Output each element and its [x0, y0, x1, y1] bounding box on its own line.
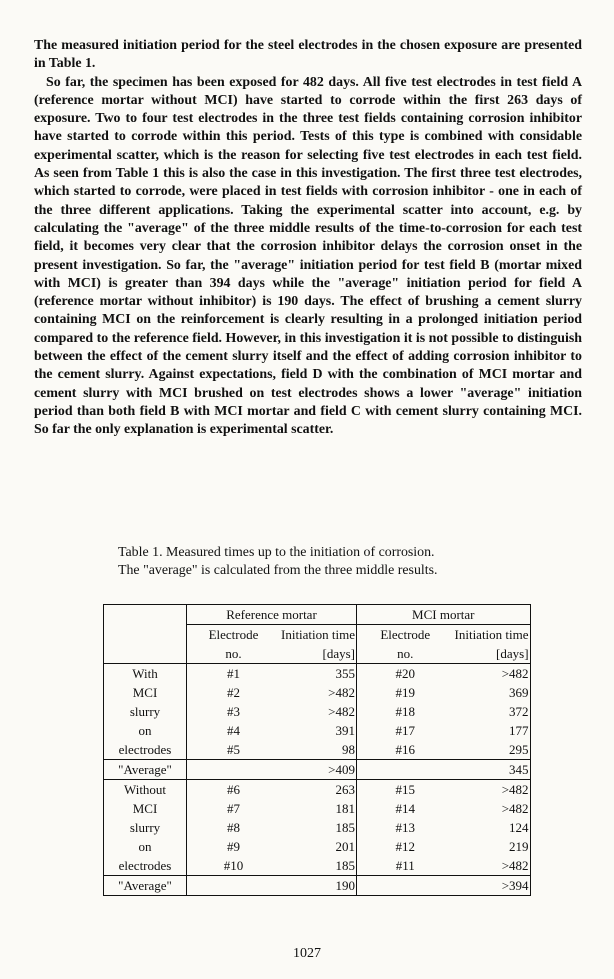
row-label: electrodes	[104, 740, 187, 760]
average-row	[104, 760, 531, 780]
ref-initiation-days: 355	[280, 664, 357, 684]
mci-initiation-days: >482	[501, 666, 529, 681]
table-row	[104, 780, 531, 800]
mci-electrode-no: #20	[395, 666, 416, 681]
row-label: MCI	[104, 799, 187, 818]
average-row	[104, 876, 531, 896]
mci-electrode-no: #13	[395, 820, 416, 835]
row-label: MCI	[104, 683, 187, 702]
ref-initiation-days: 391	[280, 721, 357, 740]
mci-initiation-days: 124	[509, 820, 529, 835]
row-label: on	[104, 837, 187, 856]
ref-electrode-no: #8	[227, 820, 240, 835]
body-text	[34, 37, 582, 440]
average-spacer	[187, 876, 281, 896]
average-spacer	[357, 876, 454, 896]
mci-initiation-days: >482	[501, 858, 529, 873]
mci-electrode-no: #16	[395, 742, 416, 757]
paragraph-results: So far, the specimen has been exposed for 482 days. All five test electrodes in test field A (reference mortar without MCI) have started to corrode within the first 263 days of exposure. Two to four test electrodes in the three test fields containing corrosion inhibitor have started to corrode within this period. Tests of this type is combined with considable experimental scatter, which is the reason for selecting five test electrodes in each test field. As seen from Table 1 this is also the case in this investigation. The first three test electrodes, which started to corrode, were placed in test fields with corrosion inhibitor - one in each of the three different applications. Taking the experimental scatter into account, e.g. by calculating the "average" of the three middle results of the time-to-corrosion for each test field, it becomes very clear that the corrosion inhibitor delays the corrosion onset in the present investigation. So far, the "average" initiation period for test field B (mortar mixed with MCI) is greater than 394 days while the "average" initiation period for field A (reference mortar without inhibitor) is 190 days. The effect of brushing a cement slurry containing MCI on the reinforcement is clearly resulting in a prolonged initiation period compared to the reference field. However, in this investigation it is not possible to distinguish between the effect of the cement slurry itself and the effect of adding corrosion inhibitor to the cement slurry. Against expectations, field D with the combination of MCI mortar and cement slurry with MCI brushed on test electrodes shows a lower "average" initiation period than both field B with MCI mortar and field C with cement slurry containing MCI. So far the only explanation is experimental scatter.	[34, 74, 582, 438]
paragraph-intro: The measured initiation period for the steel electrodes in the chosen exposure are presented in Table 1.	[34, 38, 582, 72]
row-label: slurry	[104, 702, 187, 721]
table-header-row	[104, 625, 531, 645]
header-no: no.	[357, 644, 454, 664]
ref-initiation-days: >482	[280, 683, 357, 702]
header-empty	[104, 644, 187, 664]
table-row	[104, 664, 531, 684]
page-number: 1027	[293, 946, 321, 961]
ref-electrode-no: #4	[227, 723, 240, 738]
header-days: [days]	[454, 644, 531, 664]
ref-initiation-days: 263	[280, 780, 357, 800]
mci-initiation-days: 372	[509, 704, 529, 719]
average-spacer	[187, 760, 281, 780]
ref-electrode-no: #1	[227, 666, 240, 681]
table-row	[104, 740, 531, 760]
ref-average: >409	[280, 760, 357, 780]
caption-line-2: The "average" is calculated from the three middle results.	[118, 563, 438, 578]
table-header-row	[104, 605, 531, 625]
ref-electrode-no: #2	[227, 685, 240, 700]
mci-electrode-no: #17	[395, 723, 416, 738]
average-label: "Average"	[104, 876, 187, 896]
mci-electrode-no: #12	[395, 839, 416, 854]
table-row	[104, 683, 531, 702]
mci-initiation-days: 219	[509, 839, 529, 854]
header-reference-mortar: Reference mortar	[187, 605, 357, 625]
mci-electrode-no: #11	[395, 858, 415, 873]
table-caption	[118, 544, 598, 580]
ref-electrode-no: #3	[227, 704, 240, 719]
header-electrode: Electrode	[380, 627, 431, 642]
header-electrode: Electrode	[208, 627, 259, 642]
mci-initiation-days: 295	[509, 742, 529, 757]
table-row	[104, 818, 531, 837]
row-label: electrodes	[104, 856, 187, 876]
ref-average: 190	[280, 876, 357, 896]
mci-average: 345	[454, 760, 531, 780]
ref-initiation-days: 181	[280, 799, 357, 818]
ref-electrode-no: #9	[227, 839, 240, 854]
ref-initiation-days: 98	[280, 740, 357, 760]
row-label: With	[104, 664, 187, 684]
average-label: "Average"	[104, 760, 187, 780]
ref-initiation-days: 185	[280, 818, 357, 837]
header-mci-mortar: MCI mortar	[357, 605, 531, 625]
average-spacer	[357, 760, 454, 780]
header-empty	[104, 605, 187, 625]
mci-electrode-no: #19	[395, 685, 416, 700]
header-initiation-time: Initiation time	[280, 625, 357, 645]
row-label: Without	[104, 780, 187, 800]
table-row	[104, 837, 531, 856]
mci-average: >394	[454, 876, 531, 896]
header-days: [days]	[280, 644, 357, 664]
ref-electrode-no: #7	[227, 801, 240, 816]
ref-electrode-no: #6	[227, 782, 240, 797]
row-label: on	[104, 721, 187, 740]
mci-initiation-days: 177	[509, 723, 529, 738]
table-row	[104, 702, 531, 721]
header-empty	[104, 625, 187, 645]
row-label: slurry	[104, 818, 187, 837]
mci-initiation-days: >482	[501, 801, 529, 816]
mci-electrode-no: #18	[395, 704, 416, 719]
header-no: no.	[187, 644, 281, 664]
results-table	[103, 604, 531, 896]
mci-electrode-no: #14	[395, 801, 416, 816]
table-row	[104, 721, 531, 740]
header-initiation-time: Initiation time	[454, 627, 529, 642]
ref-initiation-days: 185	[280, 856, 357, 876]
table-header-row	[104, 644, 531, 664]
ref-electrode-no: #10	[223, 858, 244, 873]
ref-electrode-no: #5	[227, 742, 240, 757]
caption-line-1: Table 1. Measured times up to the initiation of corrosion.	[118, 545, 435, 560]
table-row	[104, 799, 531, 818]
mci-initiation-days: 369	[509, 685, 529, 700]
ref-initiation-days: 201	[280, 837, 357, 856]
mci-initiation-days: >482	[501, 782, 529, 797]
ref-initiation-days: >482	[280, 702, 357, 721]
table-row	[104, 856, 531, 876]
mci-electrode-no: #15	[395, 782, 416, 797]
